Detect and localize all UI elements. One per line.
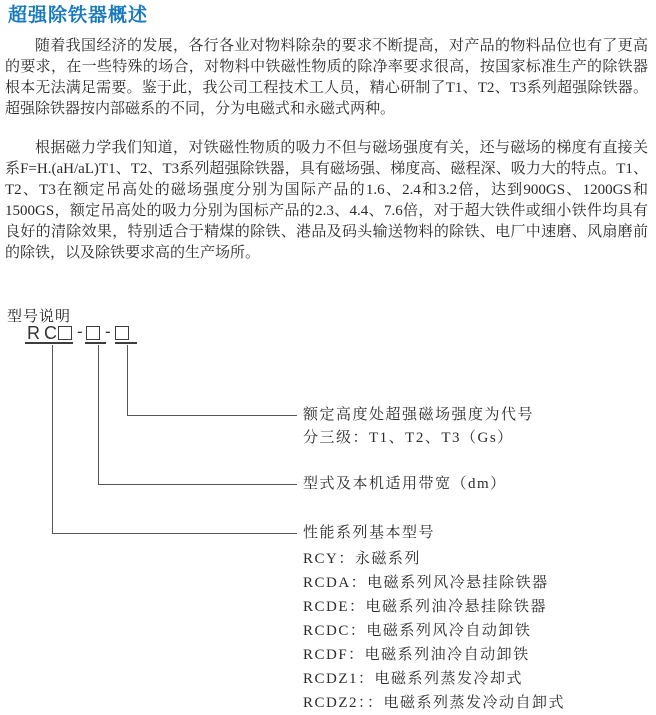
callout-field-strength-line1: 额定高度处超强磁场强度为代号 (303, 407, 535, 423)
series-item-rcda: RCDA：电磁系列风冷悬挂除铁器 (303, 575, 549, 591)
series-item-rcdz1: RCDZ1：电磁系列蒸发冷却式 (303, 671, 524, 687)
model-code-box-1 (58, 326, 72, 340)
leader-hline-bandwidth (98, 484, 297, 485)
leader-vline-fieldstrength (127, 345, 128, 415)
series-item-rcdc: RCDC：电磁系列风冷自动卸铁 (303, 623, 532, 639)
leader-vline-bandwidth (98, 345, 99, 484)
model-code-letter-r: R (27, 323, 40, 343)
code-underline-3 (115, 342, 137, 344)
series-item-rcde: RCDE：电磁系列油冷悬挂除铁器 (303, 599, 548, 615)
series-item-rcy: RCY：永磁系列 (303, 551, 421, 567)
model-code-box-3 (115, 326, 129, 340)
model-code-letter-c: C (44, 323, 57, 343)
intro-paragraph-1: 随着我国经济的发展，各行各业对物料除杂的要求不断提高，对产品的物料品位也有了更高的要求，在一些特殊的场合，对物料中铁磁性物质的除净率要求很高，按国家标准生产的除铁器根本无法满足需要。鉴于此，我公司工程技术工人员，精心研制了T1、T2、T3系列超强除铁器。超强除铁器按内部磁系的不同，分为电磁式和永磁式两种。 (5, 38, 648, 117)
model-code-dash-2: - (105, 322, 111, 341)
intro-paragraph-2: 根据磁力学我们知道，对铁磁性物质的吸力不但与磁场强度有关，还与磁场的梯度有直接关系F=H.(aH/aL)T1、T2、T3系列超强除铁器，具有磁场强、梯度高、磁程深、吸力大的特点。T1、T2、T3在额定吊高处的磁场强度分别为国际产品的1.6、2.4和3.2倍，达到900GS、1200GS和1500GS，额定吊高处的吸力分别为国标产品的2.3、4.4、7.6倍，对于超大铁件或细小铁件均具有良好的清除效果，特别适合于精煤的除铁、港品及码头输送物料的除铁、电厂中速磨、风扇磨前的除铁，以及除铁要求高的生产场所。 (5, 140, 648, 261)
callout-bandwidth: 型式及本机适用带宽（dm） (303, 476, 507, 492)
page-title: 超强除铁器概述 (8, 5, 149, 26)
model-section-heading: 型号说明 (7, 308, 72, 325)
series-item-rcdf: RCDF：电磁系列油冷自动卸铁 (303, 647, 530, 663)
callout-field-strength-line2: 分三级：T1、T2、T3（Gs） (303, 430, 514, 446)
leader-hline-fieldstrength (127, 415, 297, 416)
callout-series-heading: 性能系列基本型号 (303, 525, 436, 541)
model-explanation-section (0, 300, 656, 715)
code-underline-1 (25, 342, 73, 344)
model-code-dash-1: - (77, 322, 83, 341)
series-item-rcdz2: RCDZ2：：电磁系列蒸发冷动自卸式 (303, 695, 566, 711)
leader-vline-series (52, 345, 53, 533)
code-underline-2 (85, 342, 106, 344)
model-code-box-2 (86, 326, 100, 340)
series-model-list (303, 547, 565, 715)
leader-hline-series (52, 533, 297, 534)
